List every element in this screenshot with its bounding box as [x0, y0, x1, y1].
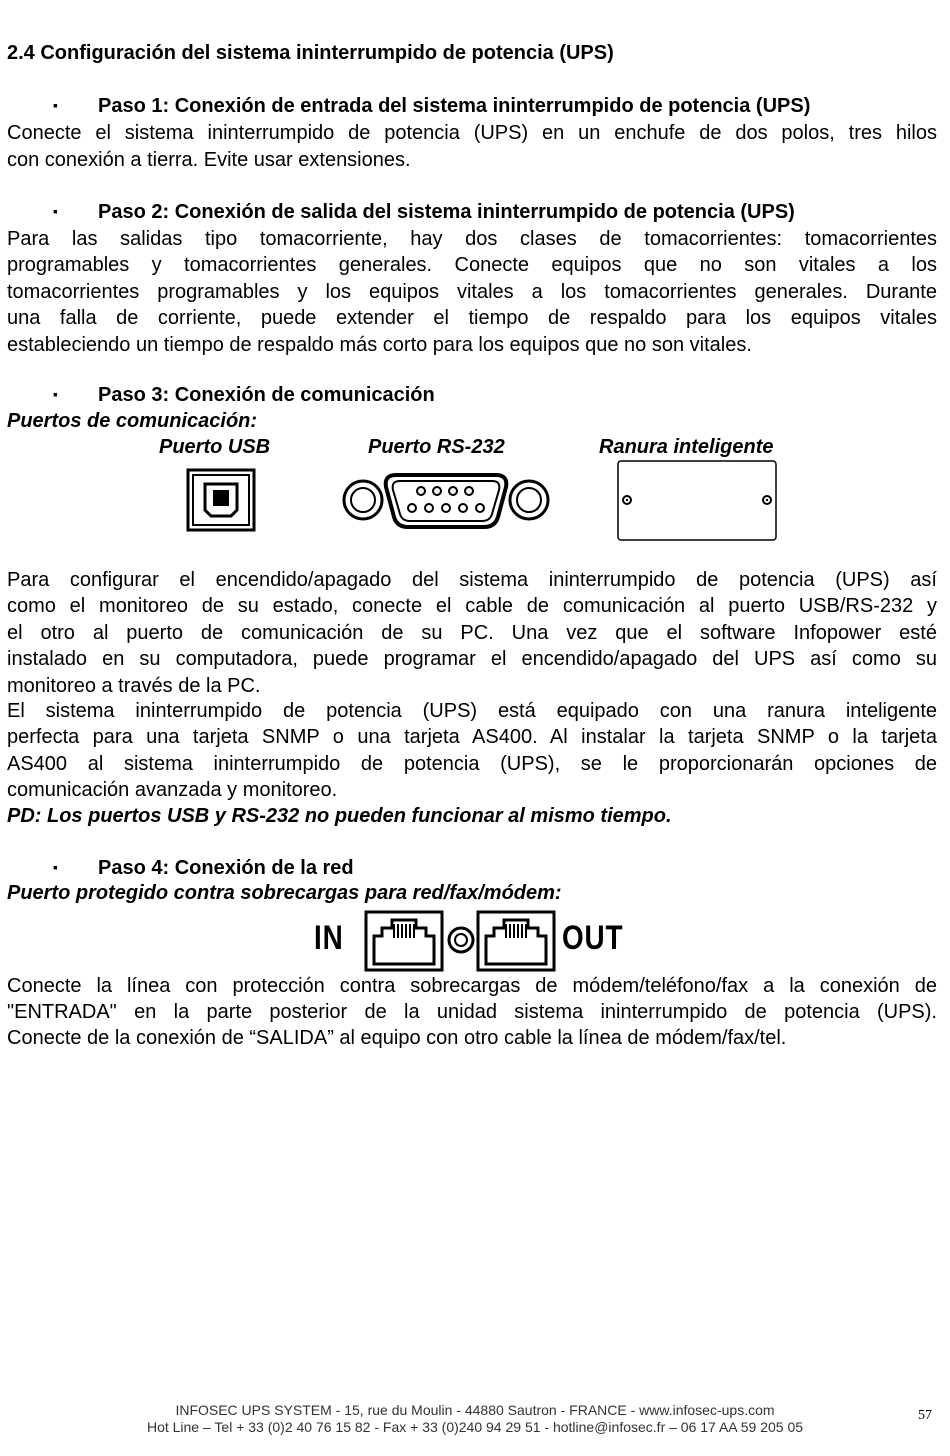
footer-address: INFOSEC UPS SYSTEM - 15, rue du Moulin - 44880 Sautron - FRANCE - www.infosec-ups.com [175, 1402, 775, 1418]
grounding-screw-icon [446, 925, 476, 955]
usb-port-icon [186, 468, 256, 532]
step3-para1-line-1: Para configurar el encendido/apagado del sistema ininterrumpido de potencia (UPS) así [7, 569, 937, 591]
ports-heading: Puertos de comunicación: [7, 410, 258, 432]
step3-para2-line-1: El sistema ininterrumpido de potencia (UPS) está equipado con una ranura inteligente [7, 700, 937, 722]
bullet: ▪ [53, 859, 58, 875]
bullet: ▪ [53, 386, 58, 402]
step2-line-4: una falla de corriente, puede extender el tiempo de respaldo para los equipos vitales [7, 307, 937, 329]
step2-line-1: Para las salidas tipo tomacorriente, hay dos clases de tomacorrientes: tomacorrientes [7, 228, 937, 250]
rj11-in-jack-icon [364, 910, 444, 972]
smart-slot-label: Ranura inteligente [599, 436, 774, 458]
step4-line-2: "ENTRADA" en la parte posterior de la unidad sistema ininterrumpido de potencia (UPS). [7, 1001, 937, 1023]
step4-title: Paso 4: Conexión de la red [98, 857, 354, 879]
rs232-port-icon [340, 469, 552, 531]
step3-para2-line-2: perfecta para una tarjeta SNMP o una tarjeta AS400. Al instalar la tarjeta SNMP o la tarjeta [7, 726, 937, 748]
in-label: IN [314, 919, 344, 957]
step2-title: Paso 2: Conexión de salida del sistema ininterrumpido de potencia (UPS) [98, 201, 795, 223]
step1-title: Paso 1: Conexión de entrada del sistema ininterrumpido de potencia (UPS) [98, 95, 811, 117]
step3-para2-line-4: comunicación avanzada y monitoreo. [7, 779, 338, 801]
network-port-graphic [310, 906, 640, 972]
page-number: 57 [918, 1408, 932, 1423]
step1-line-2: con conexión a tierra. Evite usar extensiones. [7, 149, 411, 171]
smart-slot-icon [617, 460, 777, 541]
step4-line-1: Conecte la línea con protección contra sobrecargas de módem/teléfono/fax a la conexión de [7, 975, 937, 997]
step4-line-3: Conecte de la conexión de “SALIDA” al equipo con otro cable la línea de módem/fax/tel. [7, 1027, 787, 1049]
network-port-heading: Puerto protegido contra sobrecargas para red/fax/módem: [7, 882, 562, 904]
out-label: OUT [562, 919, 624, 957]
step3-para1-line-3: el otro al puerto de comunicación de su PC. Una vez que el software Infopower esté [7, 622, 937, 644]
step3-para1-line-2: como el monitoreo de su estado, conecte el cable de comunicación al puerto USB/RS-232 y [7, 595, 937, 617]
step3-para2-line-3: AS400 al sistema ininterrumpido de potencia (UPS), se le proporcionarán opciones de [7, 753, 937, 775]
rj11-out-jack-icon [476, 910, 556, 972]
step2-line-5: estableciendo un tiempo de respaldo más corto para los equipos que no son vitales. [7, 334, 752, 356]
step3-title: Paso 3: Conexión de comunicación [98, 384, 435, 406]
usb-port-label: Puerto USB [159, 436, 271, 458]
step3-para1-line-4: instalado en su computadora, puede programar el encendido/apagado del UPS así como su [7, 648, 937, 670]
section-title: 2.4 Configuración del sistema ininterrumpido de potencia (UPS) [7, 42, 614, 64]
step2-line-2: programables y tomacorrientes generales. Conecte equipos que no son vitales a los [7, 254, 937, 276]
bullet: ▪ [53, 203, 58, 219]
step3-note: PD: Los puertos USB y RS-232 no pueden funcionar al mismo tiempo. [7, 805, 672, 827]
bullet: ▪ [53, 97, 58, 113]
step1-line-1: Conecte el sistema ininterrumpido de potencia (UPS) en un enchufe de dos polos, tres hilos [7, 122, 937, 144]
rs232-port-label: Puerto RS-232 [368, 436, 505, 458]
step3-para1-line-5: monitoreo a través de la PC. [7, 675, 261, 697]
footer-contacts: Hot Line – Tel + 33 (0)2 40 76 15 82 - Fax + 33 (0)240 94 29 51 - hotline@infosec.fr – 06 17 AA 59 205 05 [146, 1419, 804, 1435]
step2-line-3: tomacorrientes programables y los equipos vitales a los tomacorrientes generales. Durante [7, 281, 937, 303]
